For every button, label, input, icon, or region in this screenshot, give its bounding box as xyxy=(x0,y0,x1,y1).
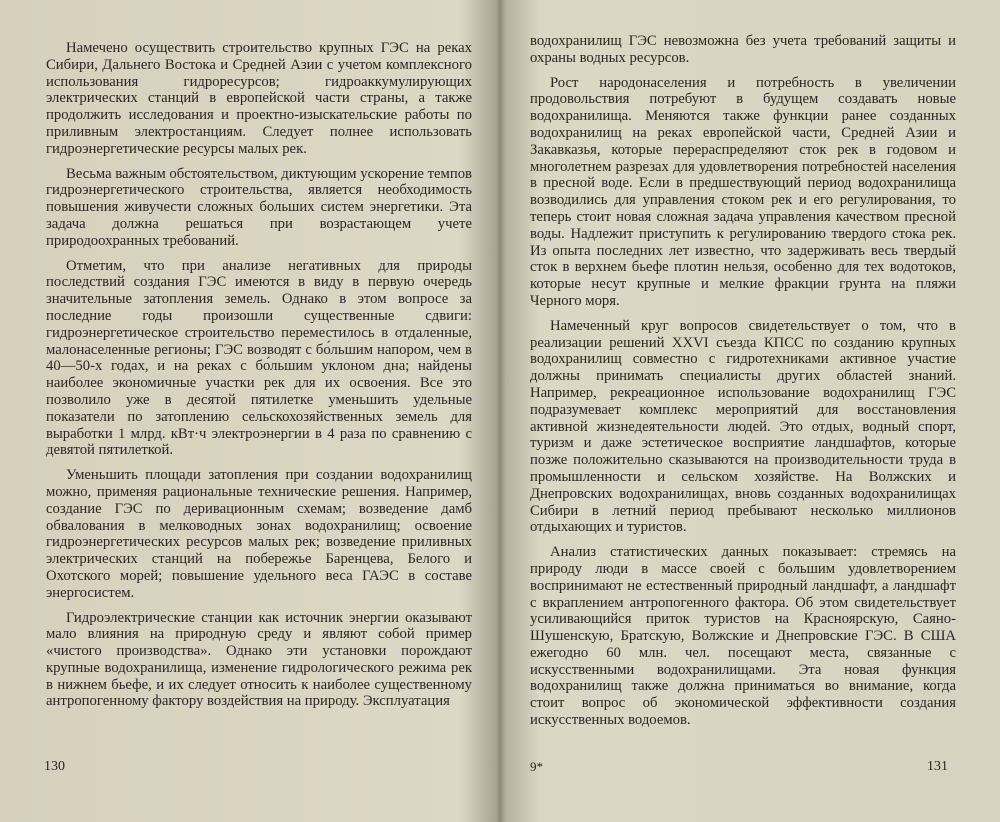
paragraph: Уменьшить площади затопления при создании водохранилищ можно, применяя рациональные технические решения. Например, создание ГЭС по деривационным схемам; возведение дамб обвалования в мелководных зонах водохранилищ; освоение гидроэнергетических ресурсов малых рек; возведение приливных электрических станций на побережье Баренцева, Белого и Охотского морей; повышение удельного веса ГАЭС в составе энергосистем. xyxy=(46,467,472,601)
right-page xyxy=(500,0,1000,822)
paragraph: Отметим, что при анализе негативных для природы последствий создания ГЭС имеются в виду в первую очередь значительные затопления земель. Однако в этом вопросе за последние годы произошли существенные сдвиги: гидроэнергетическое строительство переместилось в отдаленные, малонаселенные регионы; ГЭС возводят с бо́льшим напором, чем в 40—50-х годах, и на реках с бо́льшим уклоном дна; найдены наиболее экономичные участки рек для их освоения. Все это позволило уже в десятой пятилетке уменьшить удельные показатели по затоплению сельскохозяйственных земель для выработки 1 млрд. кВт·ч электроэнергии в 4 раза по сравнению с девятой пятилеткой. xyxy=(46,257,472,459)
page-number: 131 xyxy=(927,759,948,774)
right-text-column xyxy=(530,33,956,729)
page-number: 130 xyxy=(44,759,65,774)
paragraph: Анализ статистических данных показывает: стремясь на природу люди в массе своей с большим удовлетворением воспринимают не естественный природный ландшафт, а ландшафт с вкраплением антропогенного фактора. Об этом свидетельствует усиливающийся приток туристов на Красноярскую, Саяно-Шушенскую, Братскую, Волжские и Днепровские ГЭС. В США ежегодно 60 млн. чел. посещают места, связанные с искусственными водохранилищами. Эта новая функция водохранилищ также должна приниматься во внимание, когда стоит вопрос об экономической эффективности создания искусственных водоемов. xyxy=(530,544,956,729)
paragraph: Рост народонаселения и потребность в увеличении продовольствия потребуют в будущем создавать новые водохранилища. Меняются также функции ранее созданных водохранилищ на реках европейской части, Средней Азии и Закавказья, которые перераспределяют сток рек в годовом и многолетнем разрезах для удовлетворения потребностей населения в пресной воде. Если в предшествующий период водохранилища возводились для управления стоком рек и его регулирования, то теперь стоит новая сложная задача управления качеством пресной воды. Надлежит приступить к регулированию твердого стока рек. Из опыта последних лет известно, что задерживать весь твердый сток в верхнем бьефе плотин нельзя, особенно для тех водотоков, которые несут крупные и мелкие фракции грунта на пляжи Черного моря. xyxy=(530,74,956,309)
left-text-column xyxy=(46,40,472,710)
paragraph: Намеченный круг вопросов свидетельствует о том, что в реализации решений XXVI съезда КПСС по созданию крупных водохранилищ совместно с гидротехниками активное участие должны принимать специалисты других областей знаний. Например, рекреационное использование водохранилищ ГЭС подразумевает комплекс мероприятий для восстановления активной жизнедеятельности людей. Это отдых, водный спорт, туризм и даже эстетическое восприятие ландшафтов, которые позже положительно сказываются на производительности труда в промышленности и сельском хозяйстве. На Волжских и Днепровских водохранилищах, вновь созданных водохранилищах Сибири в летний период пребывают несколько миллионов отдыхающих и туристов. xyxy=(530,317,956,536)
signature-mark: 9* xyxy=(530,759,543,774)
paragraph: Гидроэлектрические станции как источник энергии оказывают мало влияния на природную среду и являют собой пример «чистого производства». Однако эти установки порождают крупные водохранилища, изменение гидрологического режима рек в нижнем бьефе, и их следует относить к наиболее существенному антропогенному фактору воздействия на природу. Эксплуатация xyxy=(46,609,472,710)
paragraph: Намечено осуществить строительство крупных ГЭС на реках Сибири, Дальнего Востока и Средней Азии с учетом комплексного использования гидроресурсов; гидроаккумулирующих электрических станций в европейской части страны, а также продолжить исследования и проектно-изыскательские работы по приливным электростанциям. Следует полнее использовать гидроэнергетические ресурсы малых рек. xyxy=(46,40,472,157)
paragraph: водохранилищ ГЭС невозможна без учета требований защиты и охраны водных ресурсов. xyxy=(530,33,956,66)
paragraph: Весьма важным обстоятельством, диктующим ускорение темпов гидроэнергетического строительства, является необходимость повышения живучести сложных больших систем энергетики. Эта задача должна решаться при возрастающем учете природоохранных требований. xyxy=(46,165,472,249)
